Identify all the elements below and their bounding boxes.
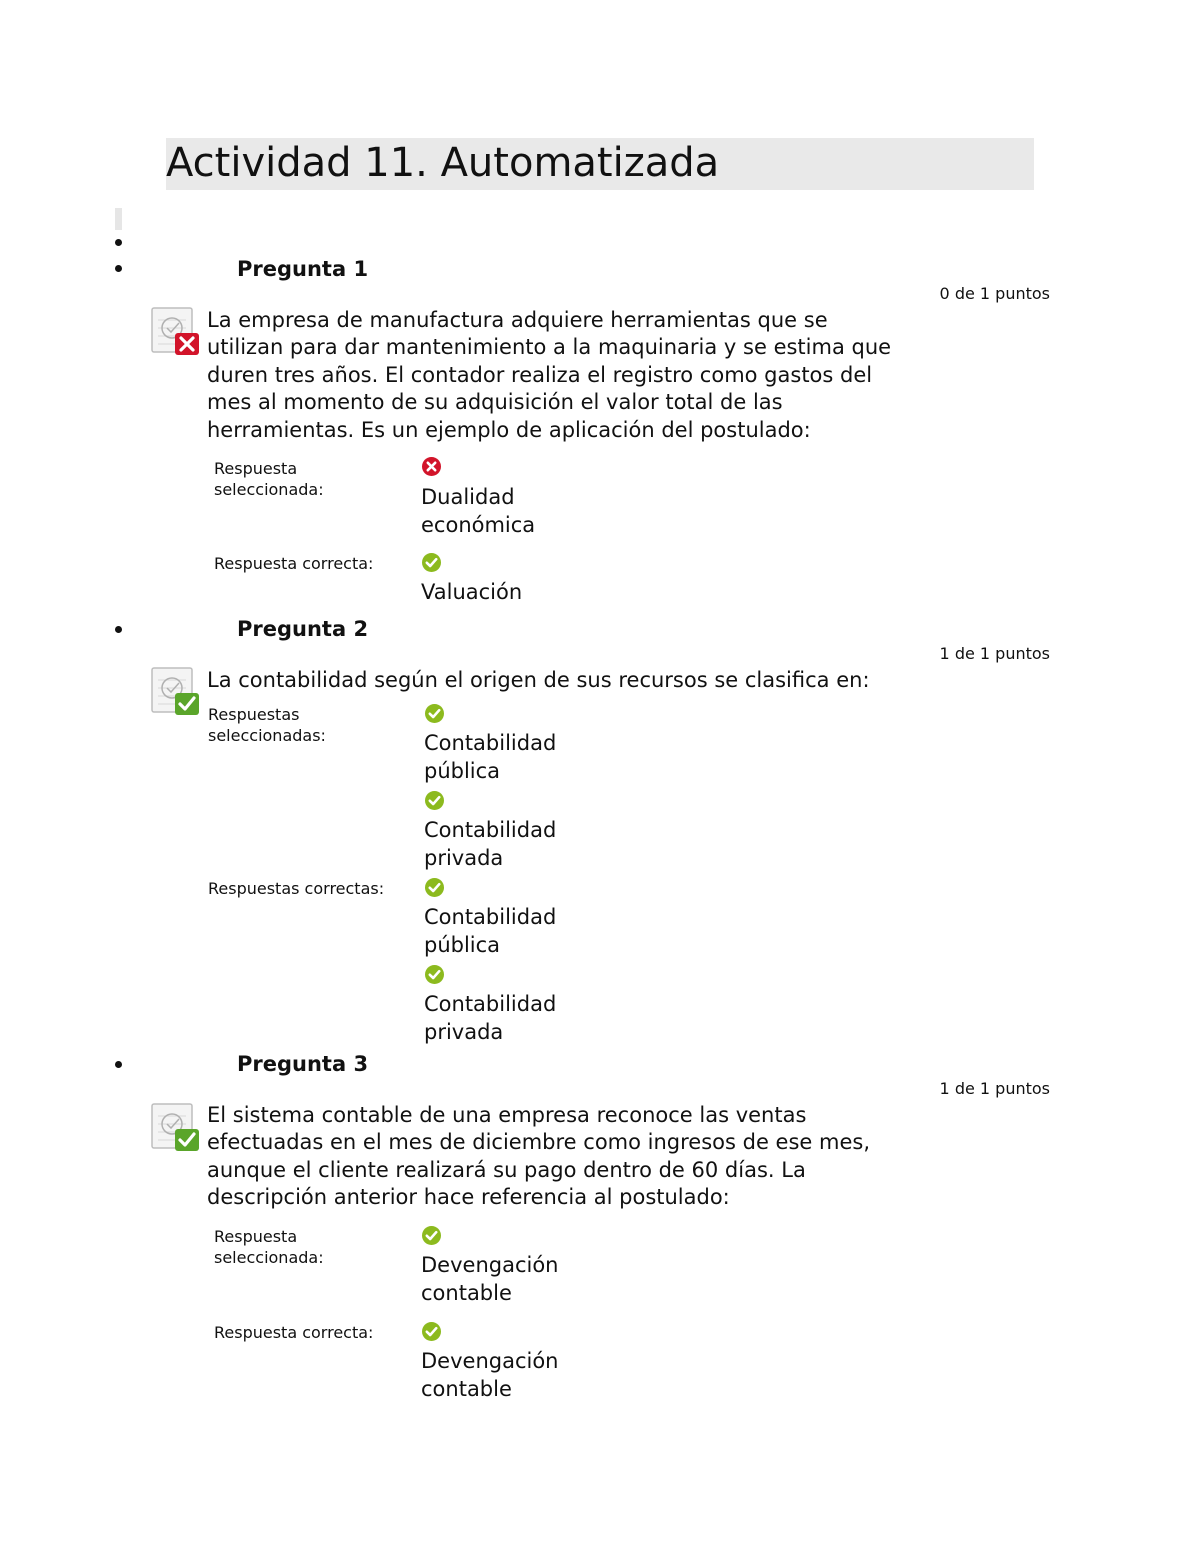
correct-answer-label: Respuesta correcta: xyxy=(214,554,374,573)
correct-answer-text: Valuación xyxy=(421,580,523,604)
correct-answer-text: Devengación contable xyxy=(421,1349,559,1401)
graded-correct-icon xyxy=(150,1102,202,1154)
graded-incorrect-icon xyxy=(150,306,202,358)
selected-answers-label: Respuestas seleccionadas: xyxy=(208,705,326,745)
separator-mark xyxy=(115,208,122,230)
selected-answer-text: Dualidad económica xyxy=(421,485,536,537)
question-points: 1 de 1 puntos xyxy=(939,1079,1050,1098)
question-heading: Pregunta 1 xyxy=(237,257,369,281)
check-circle-icon xyxy=(424,790,445,811)
correct-answer-label: Respuesta correcta: xyxy=(214,1323,374,1342)
check-circle-icon xyxy=(421,1225,442,1246)
selected-answer-text: Contabilidad pública xyxy=(424,731,557,783)
page-title: Actividad 11. Automatizada xyxy=(166,140,720,186)
question-heading: Pregunta 2 xyxy=(237,617,369,641)
empty-list-bullet xyxy=(115,239,122,246)
selected-answer-label: Respuesta seleccionada: xyxy=(214,1227,324,1267)
check-circle-icon xyxy=(421,552,442,573)
selected-answer-text: Devengación contable xyxy=(421,1253,559,1305)
correct-answers-label: Respuestas correctas: xyxy=(208,879,385,898)
check-circle-icon xyxy=(424,877,445,898)
check-circle-icon xyxy=(424,964,445,985)
check-circle-icon xyxy=(424,703,445,724)
question-text: La contabilidad según el origen de sus recursos se clasifica en: xyxy=(207,668,870,692)
x-circle-icon xyxy=(421,456,442,477)
title-bar xyxy=(166,138,1034,190)
selected-answer-label: Respuesta seleccionada: xyxy=(214,459,324,499)
question-text: La empresa de manufactura adquiere herramientas que se utilizan para dar mantenimiento a la maquinaria y se estima que duren tres años. El contador realiza el registro como gastos del mes al momento de su adquisición el valor total de las herramientas. Es un ejemplo de aplicación del postulado: xyxy=(207,308,892,442)
selected-answer-text: Contabilidad privada xyxy=(424,818,557,870)
question-points: 0 de 1 puntos xyxy=(939,284,1050,303)
correct-answer-text: Contabilidad pública xyxy=(424,905,557,957)
list-bullet xyxy=(115,626,122,633)
list-bullet xyxy=(115,265,122,272)
correct-answer-text: Contabilidad privada xyxy=(424,992,557,1044)
question-text: El sistema contable de una empresa reconoce las ventas efectuadas en el mes de diciembre como ingresos de ese mes, aunque el cliente realizará su pago dentro de 60 días. La descripción anterior hace referencia al postulado: xyxy=(207,1103,870,1210)
question-points: 1 de 1 puntos xyxy=(939,644,1050,663)
check-circle-icon xyxy=(421,1321,442,1342)
list-bullet xyxy=(115,1061,122,1068)
graded-correct-icon xyxy=(150,666,202,718)
question-heading: Pregunta 3 xyxy=(237,1052,369,1076)
